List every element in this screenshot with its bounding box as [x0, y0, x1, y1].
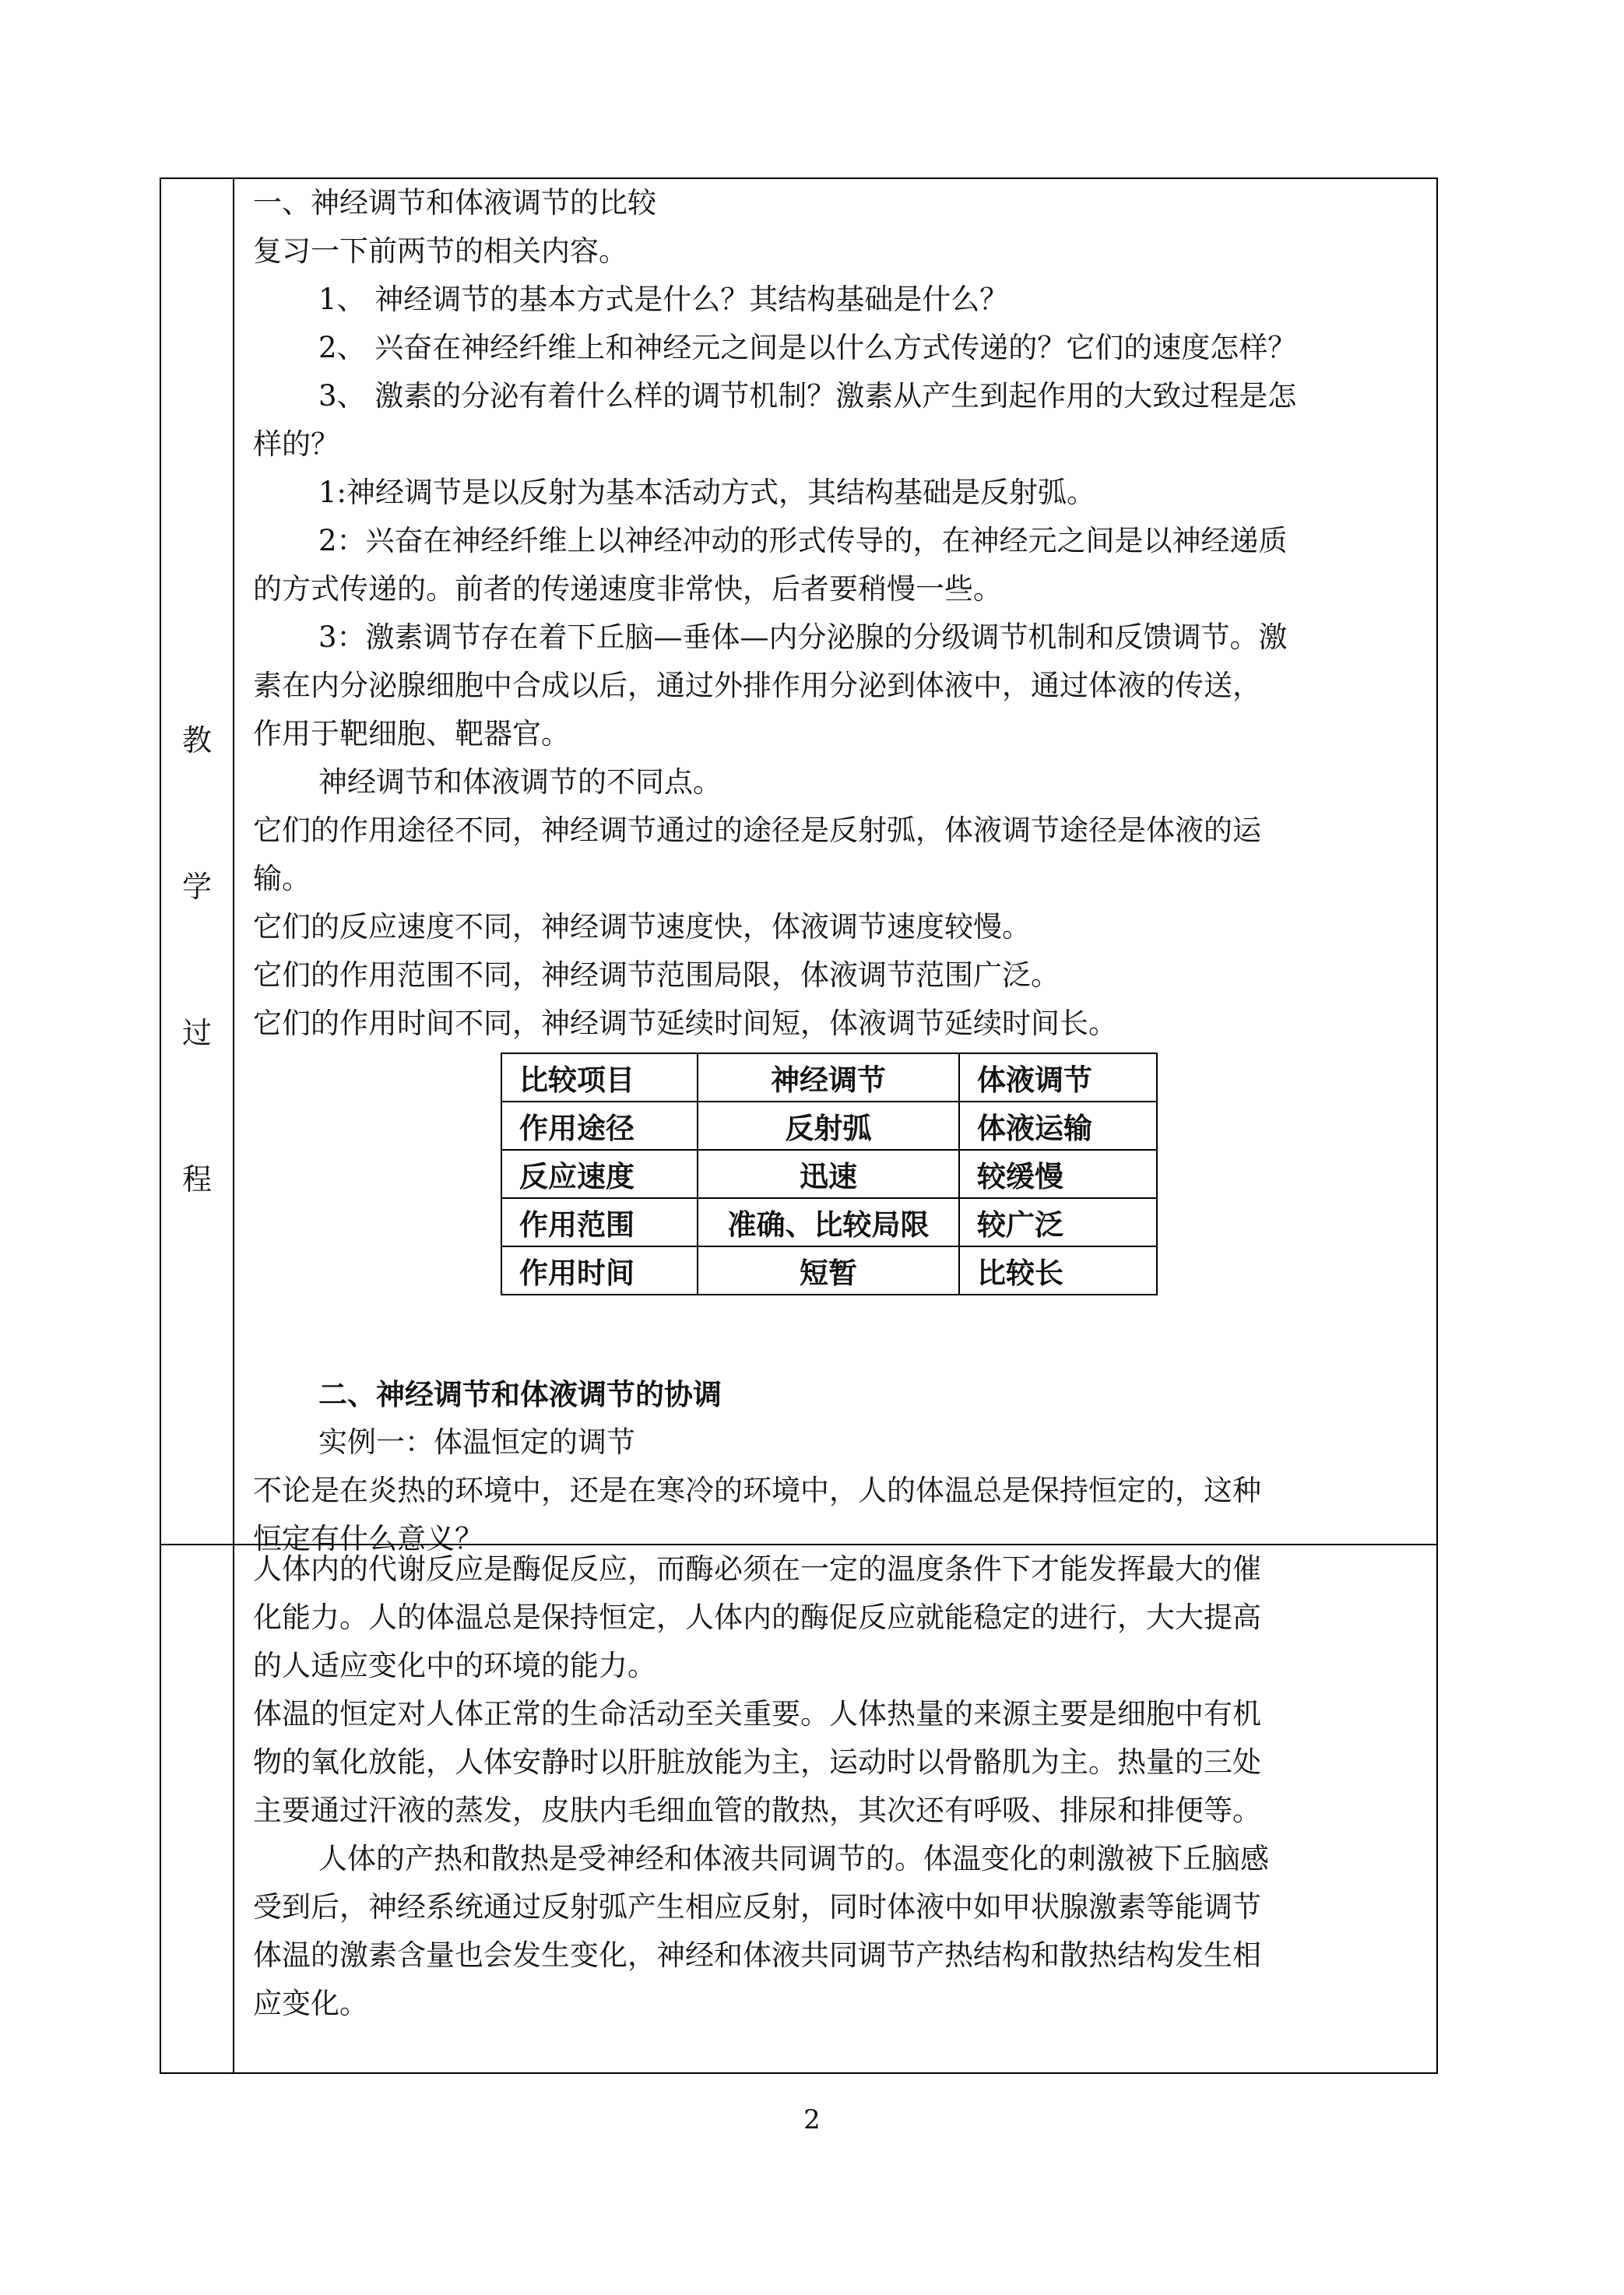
difference-2: 它们的反应速度不同，神经调节速度快，体液调节速度较慢。 — [253, 910, 1031, 944]
section1-heading: 一、神经调节和体液调节的比较 — [253, 186, 656, 220]
answer-3-line-2: 素在内分泌腺细胞中合成以后，通过外排作用分泌到体液中，通过体液的传送， — [253, 669, 1261, 702]
side-label-char-1: 教 — [181, 723, 212, 757]
paragraph-line: 物的氧化放能，人体安静时以肝脏放能为主，运动时以骨骼肌为主。热量的三处 — [253, 1745, 1261, 1779]
table-cell: 短暂 — [698, 1246, 959, 1295]
page-number: 2 — [803, 2104, 821, 2135]
table-row — [501, 1246, 1157, 1295]
table-row — [501, 1102, 1157, 1150]
paragraph-line: 应变化。 — [253, 1987, 368, 2020]
side-label-char-2: 学 — [181, 870, 212, 904]
answer-2-line-2: 的方式传递的。前者的传递速度非常快，后者要稍慢一些。 — [253, 572, 1002, 606]
answer-1: 1:神经调节是以反射为基本活动方式，其结构基础是反射弧。 — [318, 476, 1096, 509]
table-cell: 作用范围 — [501, 1198, 698, 1246]
lesson-table-frame — [160, 177, 1438, 2074]
table-cell: 反射弧 — [698, 1102, 959, 1150]
paragraph-line: 人体的产热和散热是受神经和体液共同调节的。体温变化的刺激被下丘脑感 — [318, 1842, 1269, 1875]
paragraph-line: 受到后，神经系统通过反射弧产生相应反射，同时体液中如甲状腺激素等能调节 — [253, 1890, 1261, 1924]
paragraph-line: 体温的激素含量也会发生变化，神经和体液共同调节产热结构和散热结构发生相 — [253, 1938, 1261, 1972]
section-comparison — [253, 179, 1421, 1048]
question-1: 1、 神经调节的基本方式是什么？其结构基础是什么？ — [318, 283, 1009, 316]
table-cell: 作用途径 — [501, 1102, 698, 1150]
question-3-line-2: 样的？ — [253, 427, 339, 461]
paragraph-line: 的人适应变化中的环境的能力。 — [253, 1649, 656, 1682]
column-divider — [233, 179, 234, 2072]
table-header-cell: 比较项目 — [501, 1053, 698, 1102]
table-cell: 准确、比较局限 — [698, 1198, 959, 1246]
answer-2-line-1: 2：兴奋在神经纤维上以神经冲动的形式传导的，在神经元之间是以神经递质 — [318, 524, 1288, 557]
section2-heading: 二、神经调节和体液调节的协调 — [318, 1377, 722, 1411]
table-header-cell: 神经调节 — [698, 1053, 959, 1102]
table-cell: 作用时间 — [501, 1246, 698, 1295]
table-header-row — [501, 1053, 1157, 1102]
question-3-line-1: 3、 激素的分泌有着什么样的调节机制？激素从产生到起作用的大致过程是怎 — [318, 379, 1297, 413]
answer-3-line-3: 作用于靶细胞、靶器官。 — [253, 717, 570, 750]
answer-3-line-1: 3：激素调节存在着下丘脑—垂体—内分泌腺的分级调节机制和反馈调节。激 — [318, 620, 1288, 654]
section-body-temperature — [253, 1545, 1421, 2028]
paragraph-line: 主要通过汗液的蒸发，皮肤内毛细血管的散热，其次还有呼吸、排尿和排便等。 — [253, 1794, 1261, 1827]
table-header-cell: 体液调节 — [959, 1053, 1157, 1102]
differences-title: 神经调节和体液调节的不同点。 — [318, 765, 722, 799]
difference-4: 它们的作用时间不同，神经调节延续时间短，体液调节延续时间长。 — [253, 1007, 1117, 1040]
paragraph-line: 体温的恒定对人体正常的生命活动至关重要。人体热量的来源主要是细胞中有机 — [253, 1697, 1261, 1731]
paragraph-line: 人体内的代谢反应是酶促反应，而酶必须在一定的温度条件下才能发挥最大的催 — [253, 1552, 1261, 1586]
table-cell: 较广泛 — [959, 1198, 1157, 1246]
side-label-char-4: 程 — [181, 1162, 212, 1197]
question-2: 2、 兴奋在神经纤维上和神经元之间是以什么方式传递的？它们的速度怎样？ — [318, 331, 1297, 364]
table-cell: 比较长 — [959, 1246, 1157, 1295]
difference-1-line-1: 它们的作用途径不同，神经调节通过的途径是反射弧，体液调节途径是体液的运 — [253, 814, 1261, 847]
table-row — [501, 1198, 1157, 1246]
example-question-line-2: 恒定有什么意义？ — [253, 1522, 483, 1555]
paragraph-line: 化能力。人的体温总是保持恒定，人体内的酶促反应就能稳定的进行，大大提高 — [253, 1601, 1261, 1634]
comparison-table — [501, 1053, 1158, 1295]
example-question-line-1: 不论是在炎热的环境中，还是在寒冷的环境中，人的体温总是保持恒定的，这种 — [253, 1474, 1261, 1507]
example-1-title: 实例一：体温恒定的调节 — [318, 1425, 635, 1459]
table-cell: 反应速度 — [501, 1150, 698, 1198]
review-line: 复习一下前两节的相关内容。 — [253, 234, 627, 268]
section-coordination — [253, 1370, 1421, 1563]
table-row — [501, 1150, 1157, 1198]
table-cell: 迅速 — [698, 1150, 959, 1198]
difference-3: 它们的作用范围不同，神经调节范围局限，体液调节范围广泛。 — [253, 958, 1060, 992]
table-cell: 体液运输 — [959, 1102, 1157, 1150]
table-cell: 较缓慢 — [959, 1150, 1157, 1198]
difference-1-line-2: 输。 — [253, 862, 311, 895]
side-label-char-3: 过 — [181, 1016, 212, 1050]
